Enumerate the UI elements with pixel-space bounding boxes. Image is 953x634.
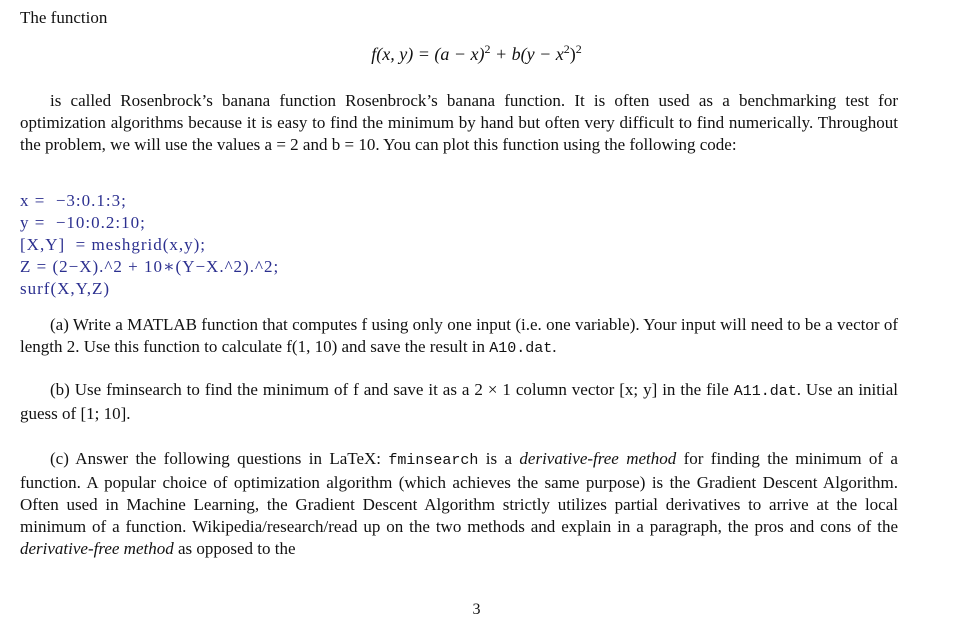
part-a-paragraph: (a) Write a MATLAB function that computes f using only one input (i.e. one variable). Your input will need to be a vector of length 2. Use this function to calculate f(1, 10) and save the result in A10.dat. (20, 315, 898, 357)
code-line: x = −3:0.1:3; (20, 191, 127, 210)
matlab-code-block (20, 190, 279, 300)
code-line: [X,Y] = meshgrid(x,y); (20, 235, 207, 254)
filename-a10: A10.dat (489, 340, 553, 357)
description-paragraph: is called Rosenbrock’s banana function Rosenbrock’s banana function. It is often used as a benchmarking test for optimization algorithms because it is easy to find the minimum by hand but often very difficult to find numerically. Throughout the problem, we will use the values a = 2 and b = 10. You can plot this function using the following code: (20, 91, 898, 154)
part-c-paragraph: (c) Answer the following questions in LaTeX: fminsearch is a derivative-free method for finding the minimum of a function. A popular choice of optimization algorithm (which achieves the same purpose) is the Gradient Descent Algorithm. Often used in Machine Learning, the Gradient Descent Algorithm strictly utilizes partial derivatives to arrive at the local minimum of a function. Wikipedia/research/read up on the two methods and explain in a paragraph, the pros and cons of the derivative-free method as opposed to the (20, 449, 898, 558)
rosenbrock-equation: f(x, $y) = (a - x)^2 + b(y - x^2)^2$ (371, 42, 582, 64)
fminsearch-command: fminsearch (388, 452, 479, 469)
filename-a11: A11.dat (733, 383, 797, 400)
part-b-paragraph: (b) Use fminsearch to find the minimum of f and save it as a 2 × 1 column vector [x; y] in the file A11.dat. Use an initial guess of [1; 10]. (20, 380, 898, 423)
intro-text: The function (20, 8, 108, 27)
code-line: Z = (2−X).^2 + 10∗(Y−X.^2).^2; (20, 257, 280, 276)
code-line: surf(X,Y,Z) (20, 279, 111, 298)
code-line: y = −10:0.2:10; (20, 213, 146, 232)
page-number: 3 (472, 601, 481, 618)
